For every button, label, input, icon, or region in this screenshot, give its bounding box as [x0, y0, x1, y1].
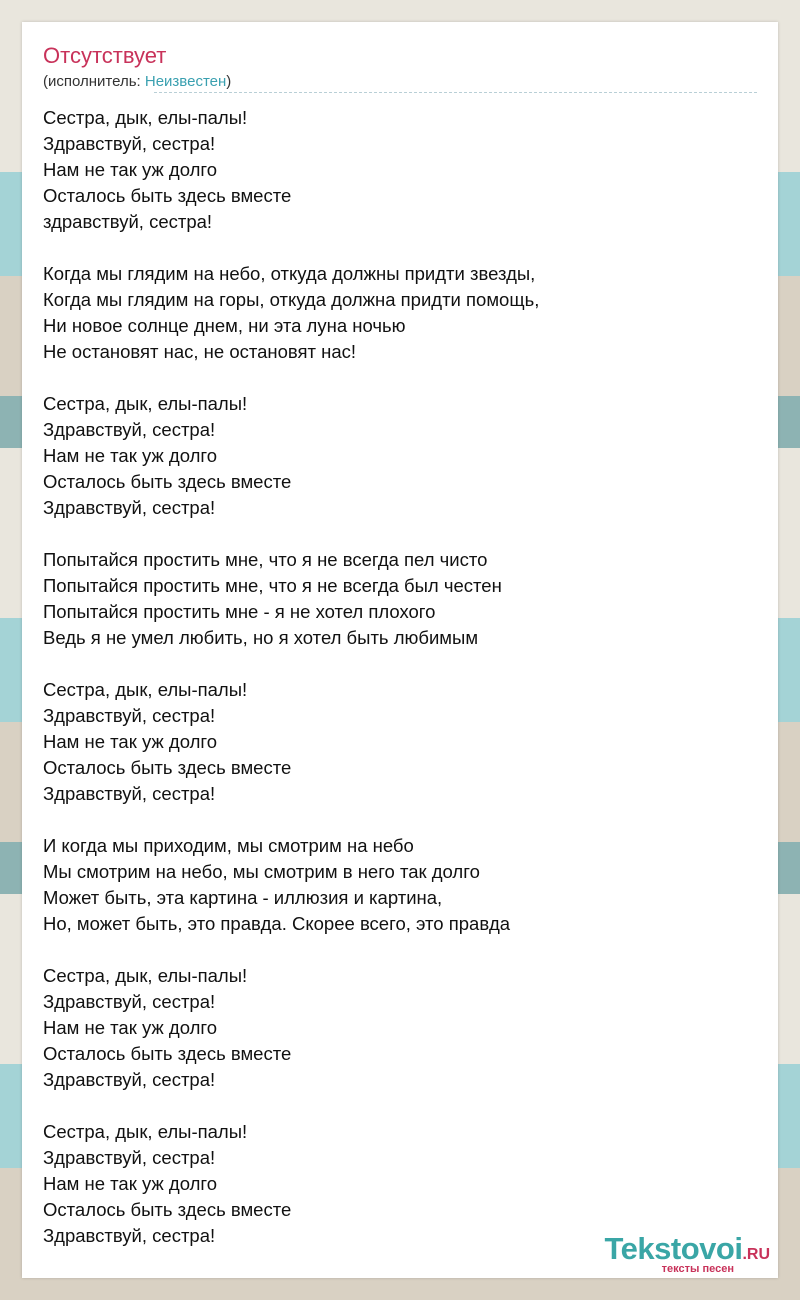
lyric-line: Ни новое солнце днем, ни эта луна ночью [43, 315, 406, 336]
lyric-line: Нам не так уж долго [43, 731, 218, 752]
lyric-line: Когда мы глядим на небо, откуда должны придти звезды, [43, 263, 536, 284]
lyric-line: Здравствуй, сестра! [43, 497, 216, 518]
lyric-line: И когда мы приходим, мы смотрим на небо [43, 835, 414, 856]
lyric-line: Сестра, дык, елы-палы! [43, 679, 248, 700]
lyric-line: Осталось быть здесь вместе [43, 185, 292, 206]
lyric-line: Но, может быть, это правда. Скорее всего, это правда [43, 913, 511, 934]
stanza-gap [43, 521, 763, 547]
lyric-line: Сестра, дык, елы-палы! [43, 393, 248, 414]
artist-suffix: ) [226, 73, 232, 90]
stanza [43, 261, 763, 365]
lyric-line: Осталось быть здесь вместе [43, 471, 292, 492]
lyric-line: Ведь я не умел любить, но я хотел быть любимым [43, 627, 479, 648]
stanza [43, 105, 763, 235]
song-title: Отсутствует [43, 43, 167, 68]
lyric-line: Попытайся простить мне, что я не всегда был честен [43, 575, 502, 596]
dotted-divider [154, 92, 757, 93]
lyric-line: Не остановят нас, не остановят нас! [43, 341, 357, 362]
stanza-gap [43, 937, 763, 963]
lyric-line: Нам не так уж долго [43, 445, 218, 466]
site-logo[interactable] [604, 1231, 770, 1275]
lyric-line: Попытайся простить мне - я не хотел плохого [43, 601, 436, 622]
artist-prefix: (исполнитель: [43, 73, 145, 90]
logo-tld: .RU [742, 1246, 770, 1263]
stanza [43, 833, 763, 937]
lyric-line: Здравствуй, сестра! [43, 419, 216, 440]
logo-name: Tekstovoi [604, 1231, 743, 1266]
stanza-gap [43, 365, 763, 391]
stanza-gap [43, 807, 763, 833]
lyric-line: Может быть, эта картина - иллюзия и картина, [43, 887, 443, 908]
lyric-line: Здравствуй, сестра! [43, 783, 216, 804]
lyric-line: Сестра, дык, елы-палы! [43, 107, 248, 128]
stanza-gap [43, 651, 763, 677]
lyric-line: Когда мы глядим на горы, откуда должна придти помощь, [43, 289, 540, 310]
lyric-line: Попытайся простить мне, что я не всегда пел чисто [43, 549, 488, 570]
lyric-line: Здравствуй, сестра! [43, 991, 216, 1012]
lyric-line: Нам не так уж долго [43, 1173, 218, 1194]
lyric-line: Осталось быть здесь вместе [43, 1043, 292, 1064]
logo-tagline: тексты песен [661, 1263, 734, 1275]
lyric-line: Нам не так уж долго [43, 1017, 218, 1038]
lyrics-card [22, 22, 778, 1278]
stanza [43, 1119, 763, 1249]
stanza [43, 677, 763, 807]
lyric-line: Здравствуй, сестра! [43, 1147, 216, 1168]
stanza [43, 547, 763, 651]
stanza-gap [43, 1093, 763, 1119]
artist-line [43, 72, 231, 92]
lyric-line: Нам не так уж долго [43, 159, 218, 180]
lyric-line: Сестра, дык, елы-палы! [43, 965, 248, 986]
lyric-line: Здравствуй, сестра! [43, 1225, 216, 1246]
lyric-line: Здравствуй, сестра! [43, 133, 216, 154]
artist-link[interactable]: Неизвестен [144, 73, 227, 90]
lyric-line: Сестра, дык, елы-палы! [43, 1121, 248, 1142]
lyrics-text [43, 105, 763, 1249]
stanza [43, 391, 763, 521]
lyric-line: Здравствуй, сестра! [43, 705, 216, 726]
lyric-line: Мы смотрим на небо, мы смотрим в него так долго [43, 861, 480, 882]
stanza-gap [43, 235, 763, 261]
lyric-line: Осталось быть здесь вместе [43, 757, 292, 778]
stanza [43, 963, 763, 1093]
lyric-line: Осталось быть здесь вместе [43, 1199, 292, 1220]
lyric-line: Здравствуй, сестра! [43, 1069, 216, 1090]
lyric-line: здравствуй, сестра! [43, 211, 213, 232]
